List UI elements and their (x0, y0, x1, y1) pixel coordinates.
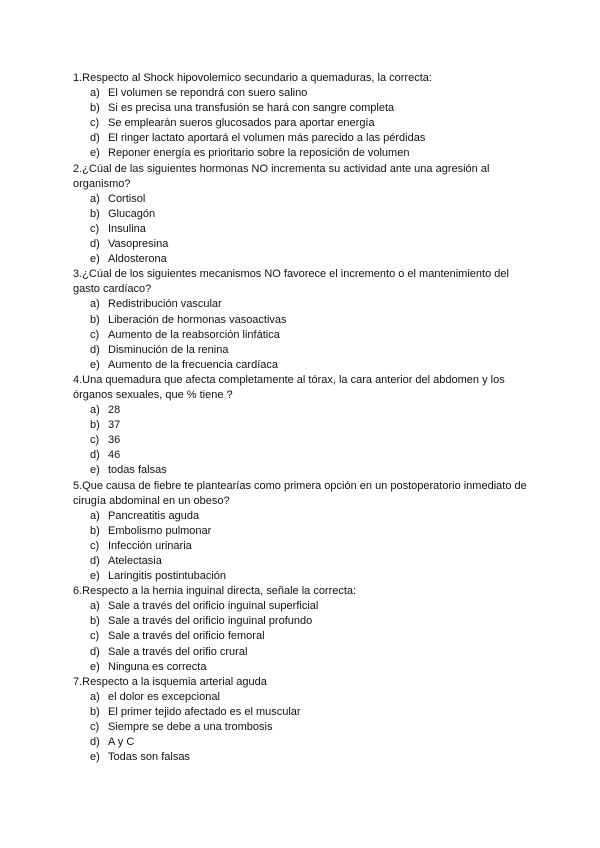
answer-option (73, 705, 528, 720)
option-letter: b) (90, 524, 100, 537)
option-text: A y C (108, 736, 135, 749)
option-letter: c) (90, 328, 100, 341)
answer-option (73, 116, 528, 131)
answer-options (73, 509, 528, 584)
option-letter: c) (90, 539, 100, 552)
question-1 (73, 71, 528, 162)
option-letter: a) (90, 87, 100, 100)
option-letter: a) (90, 690, 100, 703)
option-text: Atelectasia (108, 555, 162, 567)
answer-option (73, 629, 528, 644)
option-letter: e) (90, 464, 100, 477)
option-letter: b) (90, 207, 100, 220)
answer-option (73, 358, 528, 373)
option-letter: b) (90, 313, 100, 326)
answer-option (73, 252, 528, 267)
answer-option (73, 524, 528, 539)
option-letter: e) (90, 253, 100, 266)
answer-option (73, 463, 528, 478)
option-text: Sale a través del orificio femoral (108, 630, 265, 643)
answer-option (73, 192, 528, 207)
answer-options (73, 599, 528, 674)
answer-option (73, 297, 528, 312)
answer-option (73, 599, 528, 614)
option-text: Ninguna es correcta (108, 660, 207, 673)
option-text: el dolor es excepcional (108, 690, 220, 703)
option-text: Si es precisa una transfusión se hará con sangre completa (108, 102, 395, 115)
option-text: Reponer energía es prioritario sobre la reposición de volumen (108, 147, 410, 160)
option-text: Redistribución vascular (108, 298, 222, 311)
option-letter: d) (90, 645, 100, 658)
question-6 (73, 584, 528, 675)
option-letter: e) (90, 358, 100, 371)
option-letter: d) (90, 132, 100, 145)
option-text: Aldosterona (108, 253, 167, 266)
answer-options (73, 192, 528, 267)
option-text: Sale a través del orificio inguinal profundo (108, 615, 313, 628)
answer-option (73, 433, 528, 448)
option-letter: a) (90, 404, 100, 417)
option-letter: d) (90, 555, 100, 567)
answer-option (73, 645, 528, 660)
option-text: 37 (108, 419, 121, 432)
option-letter: d) (90, 736, 100, 749)
option-letter: c) (90, 721, 100, 734)
option-letter: a) (90, 192, 100, 205)
option-letter: e) (90, 147, 100, 160)
option-text: Embolismo pulmonar (108, 524, 212, 537)
option-letter: e) (90, 570, 100, 583)
option-letter: c) (90, 222, 100, 235)
option-text: Disminución de la renina (108, 343, 229, 356)
question-4 (73, 373, 528, 479)
option-text: Sale a través del orificio inguinal superficial (108, 600, 319, 613)
option-text: Liberación de hormonas vasoactivas (108, 313, 287, 326)
answer-option (73, 750, 528, 765)
answer-option (73, 509, 528, 524)
question-text: 7.Respecto a la isquemia arterial aguda (73, 675, 267, 688)
question-3 (73, 267, 528, 373)
answer-options (73, 297, 528, 372)
answer-option (73, 328, 528, 343)
question-text: 6.Respecto a la hernia inguinal directa, señale la correcta: (73, 585, 357, 598)
question-7 (73, 675, 528, 766)
option-letter: e) (90, 751, 100, 764)
answer-option (73, 86, 528, 101)
option-letter: d) (90, 238, 100, 251)
question-text: 3.¿Cúal de los siguientes mecanismos NO favorece el incremento o el mantenimiento del gasto cardíaco? (73, 268, 509, 296)
answer-option (73, 146, 528, 161)
question-2 (73, 162, 528, 268)
answer-option (73, 720, 528, 735)
answer-option (73, 237, 528, 252)
option-letter: b) (90, 102, 100, 115)
option-letter: c) (90, 630, 100, 643)
option-text: Vasopresina (108, 238, 169, 251)
answer-option (73, 448, 528, 463)
option-text: Aumento de la reabsorción linfática (108, 328, 280, 341)
answer-option (73, 614, 528, 629)
option-text: Se emplearán sueros glucosados para aportar energía (108, 117, 375, 130)
option-text: Glucagón (108, 207, 156, 220)
option-letter: b) (90, 419, 100, 432)
option-letter: a) (90, 509, 100, 522)
answer-option (73, 554, 528, 569)
option-text: todas falsas (108, 464, 167, 477)
answer-option (73, 539, 528, 554)
option-text: Cortisol (108, 192, 146, 205)
answer-options (73, 86, 528, 161)
option-letter: d) (90, 449, 100, 462)
answer-option (73, 207, 528, 222)
answer-option (73, 222, 528, 237)
answer-option (73, 735, 528, 750)
answer-option (73, 569, 528, 584)
answer-option (73, 101, 528, 116)
option-letter: d) (90, 343, 100, 356)
option-text: El primer tejido afectado es el muscular (108, 705, 301, 718)
question-list (73, 71, 528, 765)
option-text: Aumento de la frecuencia cardíaca (108, 358, 278, 371)
option-text: El volumen se repondrá con suero salino (108, 87, 308, 100)
answer-option (73, 343, 528, 358)
option-text: Infección urinaria (108, 539, 192, 552)
option-letter: b) (90, 615, 100, 628)
answer-option (73, 403, 528, 418)
answer-options (73, 403, 528, 478)
option-text: Insulina (108, 222, 146, 235)
option-letter: a) (90, 298, 100, 311)
answer-option (73, 131, 528, 146)
option-text: El ringer lactato aportará el volumen más parecido a las pérdidas (108, 132, 426, 145)
option-letter: c) (90, 434, 100, 447)
option-text: 36 (108, 434, 121, 447)
question-5 (73, 479, 528, 585)
option-text: Siempre se debe a una trombosis (108, 721, 273, 734)
option-text: Pancreatitis aguda (108, 509, 200, 522)
question-text: 1.Respecto al Shock hipovolemico secundario a quemaduras, la correcta: (73, 72, 432, 84)
option-letter: b) (90, 705, 100, 718)
answer-option (73, 660, 528, 675)
answer-option (73, 690, 528, 705)
answer-options (73, 690, 528, 765)
question-text: 5.Que causa de fiebre te plantearías como primera opción en un postoperatorio inmediato de cirugía abdominal en un obeso? (73, 479, 527, 507)
option-text: 46 (108, 449, 121, 462)
option-letter: e) (90, 660, 100, 673)
question-text: 2.¿Cúal de las siguientes hormonas NO incrementa su actividad ante una agresión al organismo? (73, 162, 490, 190)
option-text: 28 (108, 404, 121, 417)
option-text: Laringitis postintubación (108, 570, 227, 583)
option-letter: a) (90, 600, 100, 613)
answer-option (73, 418, 528, 433)
option-text: Sale a través del orifio crural (108, 645, 248, 658)
answer-option (73, 313, 528, 328)
option-letter: c) (90, 117, 100, 130)
option-text: Todas son falsas (108, 751, 190, 764)
question-text: 4.Una quemadura que afecta completamente al tórax, la cara anterior del abdomen y los órganos sexuales, que % tiene ? (73, 373, 505, 401)
